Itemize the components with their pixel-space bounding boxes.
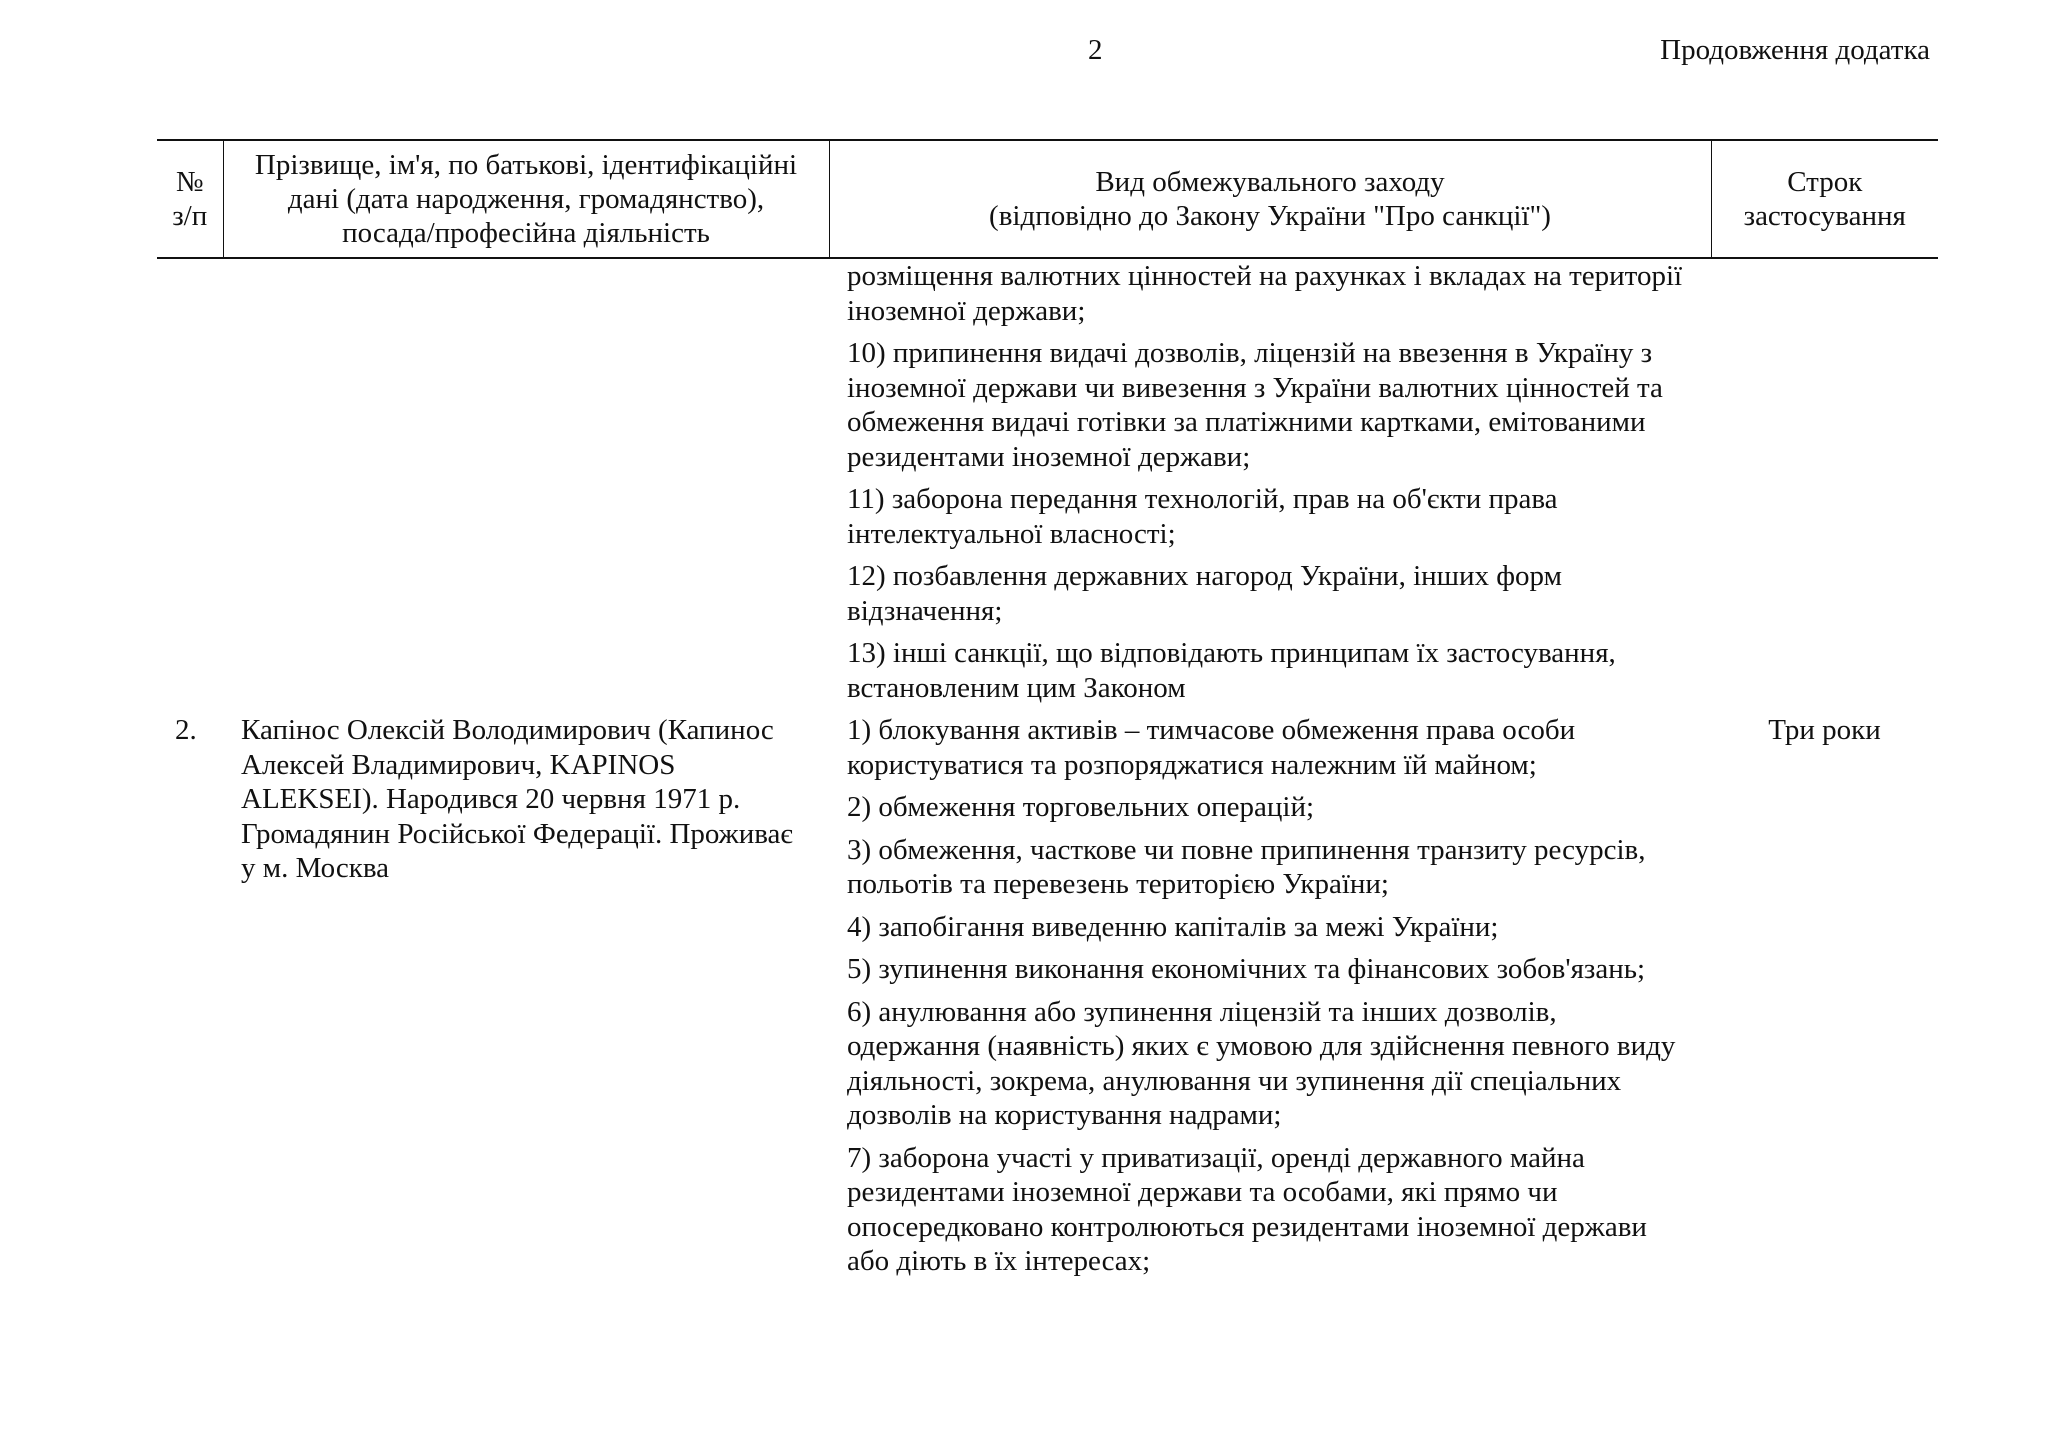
sanctions-table: [157, 139, 1938, 1287]
term-of-application: Три роки: [1768, 714, 1881, 746]
measure-item: 2) обмеження торговельних операцій;: [847, 791, 1315, 823]
header-measure: Вид обмежувального заходу (відповідно до Закону України "Про санкції"): [829, 140, 1711, 258]
header-num: № з/п: [157, 140, 223, 258]
measure-item: 13) інші санкції, що відповідають принципам їх застосування, встановленим цим Законом: [847, 637, 1616, 704]
measure-item: 7) заборона участі у приватизації, оренді державного майна резидентами іноземної держави та особами, які прямо чи опосередковано контролюються резидентами іноземної держави або діють в їх інтересах;: [847, 1141, 1647, 1277]
header-person: Прізвище, ім'я, по батькові, ідентифікаційні дані (дата народження, громадянство), посада/професійна діяльність: [223, 140, 829, 258]
person-details: Капінос Олексій Володимирович (Капинос Алексей Владимирович, KAPINOS ALEKSEI). Народився 20 червня 1971 р. Громадянин Російської Федерації. Проживає у м. Москва: [241, 714, 793, 884]
continuation-measures: [829, 258, 1711, 713]
continuation-label: Продовження додатка: [1660, 34, 1930, 66]
table-row-continuation: [157, 258, 1938, 713]
measure-item: 3) обмеження, часткове чи повне припинення транзиту ресурсів, польотів та перевезень територією України;: [847, 833, 1646, 900]
row-number: 2.: [175, 714, 197, 746]
measures-list: [829, 713, 1711, 1287]
measure-item: 11) заборона передання технологій, прав на об'єкти права інтелектуальної власності;: [847, 483, 1558, 550]
measure-item: 12) позбавлення державних нагород України, інших форм відзначення;: [847, 560, 1562, 627]
page-number: 2: [1088, 34, 1103, 66]
measure-item: 4) запобігання виведенню капіталів за межі України;: [847, 910, 1499, 943]
measure-item: 10) припинення видачі дозволів, ліцензій на ввезення в Україну з іноземної держави чи вивезення з України валютних цінностей та обмеження видачі готівки за платіжними картками, емітованими резидентами іноземної держави;: [847, 337, 1663, 473]
table-row: [157, 713, 1938, 1287]
measure-item: 6) анулювання або зупинення ліцензій та інших дозволів, одержання (наявність) яких є умовою для здійснення певного виду діяльності, зокрема, анулювання чи зупинення дії спеціальних дозволів на користування надрами;: [847, 995, 1676, 1131]
measure-item: 1) блокування активів – тимчасове обмеження права особи користуватися та розпоряджатися належним їй майном;: [847, 714, 1576, 781]
measure-item: 5) зупинення виконання економічних та фінансових зобов'язань;: [847, 953, 1646, 985]
table-header-row: [157, 140, 1938, 258]
measure-item: розміщення валютних цінностей на рахунках і вкладах на території іноземної держави;: [847, 260, 1683, 327]
header-term: Строк застосування: [1711, 140, 1938, 258]
